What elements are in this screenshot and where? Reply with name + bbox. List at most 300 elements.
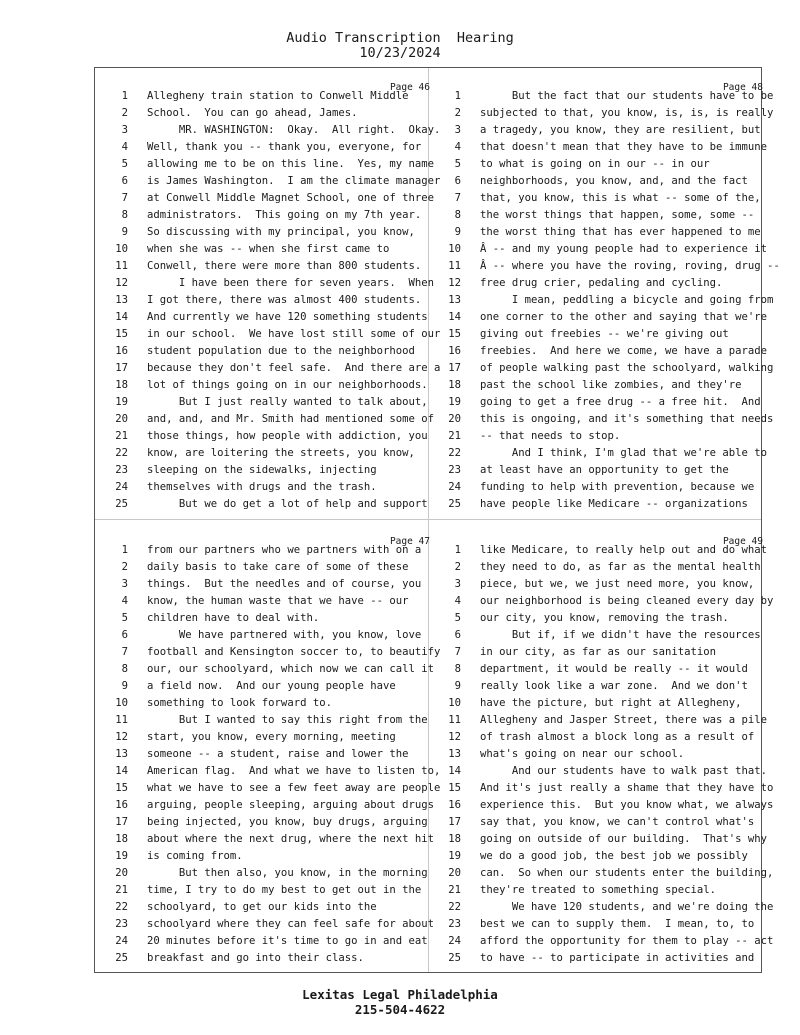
line-number: 1 <box>121 544 128 556</box>
transcript-line <box>443 241 773 258</box>
line-number: 10 <box>448 697 461 709</box>
line-text: at least have an opportunity to get the <box>480 464 729 476</box>
line-text: We have 120 students, and we're doing the <box>480 901 774 913</box>
line-text: Â -- where you have the roving, roving, drug -- <box>480 260 780 272</box>
line-number: 15 <box>448 328 461 340</box>
transcript-line <box>443 207 773 224</box>
line-number: 1 <box>454 544 461 556</box>
line-number: 15 <box>115 328 128 340</box>
line-text: We have partnered with, you know, love <box>147 629 422 641</box>
transcript-line <box>443 309 773 326</box>
line-text: daily basis to take care of some of these <box>147 561 409 573</box>
transcript-line <box>443 746 773 763</box>
transcript-line <box>443 865 773 882</box>
line-number: 22 <box>448 447 461 459</box>
line-number: 22 <box>115 447 128 459</box>
transcript-line <box>110 831 440 848</box>
transcript-line <box>110 678 440 695</box>
line-number: 8 <box>121 209 128 221</box>
line-number: 21 <box>448 430 461 442</box>
line-text: and, and, and Mr. Smith had mentioned some of <box>147 413 435 425</box>
line-number: 21 <box>115 430 128 442</box>
transcript-line <box>110 729 440 746</box>
transcript-line <box>110 88 440 105</box>
line-text: really look like a war zone. And we don't <box>480 680 748 692</box>
transcript-line <box>110 593 440 610</box>
line-text: past the school like zombies, and they're <box>480 379 742 391</box>
line-number: 20 <box>115 413 128 425</box>
line-number: 13 <box>115 748 128 760</box>
line-text: experience this. But you know what, we always <box>480 799 774 811</box>
transcript-line <box>443 542 773 559</box>
transcript-line <box>110 814 440 831</box>
line-text: things. But the needles and of course, you <box>147 578 422 590</box>
line-text: student population due to the neighborhood <box>147 345 415 357</box>
line-text: But I wanted to say this right from the <box>147 714 428 726</box>
line-text: And it's just really a shame that they have to <box>480 782 774 794</box>
line-number: 20 <box>115 867 128 879</box>
line-number: 12 <box>115 731 128 743</box>
line-number: 11 <box>115 260 128 272</box>
line-number: 5 <box>454 612 461 624</box>
line-number: 9 <box>121 226 128 238</box>
transcript-line <box>443 712 773 729</box>
line-number: 3 <box>454 124 461 136</box>
footer-company: Lexitas Legal Philadelphia <box>302 987 498 1002</box>
line-text: they need to do, as far as the mental health <box>480 561 761 573</box>
transcript-line <box>443 343 773 360</box>
line-text: giving out freebies -- we're giving out <box>480 328 729 340</box>
line-number: 19 <box>448 396 461 408</box>
line-text: Allegheny train station to Conwell Middle <box>147 90 409 102</box>
transcript-line <box>443 190 773 207</box>
line-text: football and Kensington soccer to, to beautify <box>147 646 441 658</box>
transcript-line <box>110 797 440 814</box>
line-text: 20 minutes before it's time to go in and eat <box>147 935 428 947</box>
line-number: 3 <box>121 124 128 136</box>
line-number: 2 <box>121 561 128 573</box>
transcript-line <box>443 496 773 513</box>
line-text: in our school. We have lost still some of our <box>147 328 441 340</box>
line-number: 13 <box>448 294 461 306</box>
line-text: I mean, peddling a bicycle and going from <box>480 294 774 306</box>
line-text: schoolyard where they can feel safe for about <box>147 918 435 930</box>
line-text: to have -- to participate in activities and <box>480 952 755 964</box>
line-text: like Medicare, to really help out and do what <box>480 544 768 556</box>
transcript-line <box>443 780 773 797</box>
line-number: 21 <box>448 884 461 896</box>
line-number: 8 <box>454 663 461 675</box>
line-text: neighborhoods, you know, and, and the fact <box>480 175 748 187</box>
transcript-line <box>443 559 773 576</box>
transcript-line <box>443 644 773 661</box>
line-number: 25 <box>448 498 461 510</box>
line-number: 3 <box>121 578 128 590</box>
line-text: in our city, as far as our sanitation <box>480 646 716 658</box>
line-number: 16 <box>115 345 128 357</box>
line-text: free drug crier, pedaling and cycling. <box>480 277 723 289</box>
transcript-line <box>443 275 773 292</box>
line-text: what we have to see a few feet away are people <box>147 782 441 794</box>
line-number: 24 <box>448 481 461 493</box>
transcript-line <box>110 899 440 916</box>
line-number: 25 <box>115 952 128 964</box>
transcript-line <box>110 610 440 627</box>
line-text: a field now. And our young people have <box>147 680 396 692</box>
line-number: 14 <box>115 311 128 323</box>
transcript-line <box>110 309 440 326</box>
transcript-line <box>110 292 440 309</box>
transcript-line <box>110 190 440 207</box>
line-number: 23 <box>448 918 461 930</box>
transcript-line <box>110 445 440 462</box>
line-number: 6 <box>121 175 128 187</box>
line-text: School. You can go ahead, James. <box>147 107 358 119</box>
transcript-line <box>443 173 773 190</box>
line-number: 12 <box>448 731 461 743</box>
line-text: freebies. And here we come, we have a parade <box>480 345 768 357</box>
transcript-line <box>443 576 773 593</box>
line-text: of trash almost a block long as a result of <box>480 731 755 743</box>
transcript-line <box>110 576 440 593</box>
transcript-line <box>110 326 440 343</box>
transcript-line <box>110 496 440 513</box>
line-text: that, you know, this is what -- some of the, <box>480 192 761 204</box>
transcript-line <box>110 394 440 411</box>
line-number: 20 <box>448 867 461 879</box>
line-text: schoolyard, to get our kids into the <box>147 901 377 913</box>
line-number: 14 <box>448 765 461 777</box>
transcript-line <box>110 712 440 729</box>
line-text: at Conwell Middle Magnet School, one of three <box>147 192 435 204</box>
transcript-title: Audio Transcription Hearing <box>286 30 514 46</box>
line-text: But we do get a lot of help and support <box>147 498 428 510</box>
transcript-line <box>443 258 780 275</box>
line-text: someone -- a student, raise and lower the <box>147 748 409 760</box>
transcript-line <box>110 746 440 763</box>
line-text: our neighborhood is being cleaned every day by <box>480 595 774 607</box>
hearing-date: 10/23/2024 <box>359 45 441 61</box>
line-text: Conwell, there were more than 800 students. <box>147 260 422 272</box>
line-text: going to get a free drug -- a free hit. And <box>480 396 761 408</box>
line-text: breakfast and go into their class. <box>147 952 364 964</box>
line-text: But if, if we didn't have the resources <box>480 629 761 641</box>
line-text: Allegheny and Jasper Street, there was a pile <box>480 714 768 726</box>
line-number: 23 <box>115 918 128 930</box>
line-number: 14 <box>115 765 128 777</box>
transcript-line <box>443 763 773 780</box>
line-text: lot of things going on in our neighborhoods. <box>147 379 428 391</box>
transcript-line <box>443 899 773 916</box>
transcript-line <box>110 258 440 275</box>
line-text: Well, thank you -- thank you, everyone, for <box>147 141 422 153</box>
transcript-line <box>443 122 773 139</box>
line-number: 6 <box>454 175 461 187</box>
line-number: 15 <box>448 782 461 794</box>
line-text: I got there, there was almost 400 students. <box>147 294 422 306</box>
transcript-line <box>443 411 773 428</box>
transcript-line <box>443 326 773 343</box>
line-text: say that, you know, we can't control what's <box>480 816 755 828</box>
line-number: 5 <box>121 612 128 624</box>
line-text: that doesn't mean that they have to be immune <box>480 141 768 153</box>
line-text: of people walking past the schoolyard, walking <box>480 362 774 374</box>
transcript-line <box>110 360 440 377</box>
line-text: American flag. And what we have to listen to, <box>147 765 441 777</box>
transcript-line <box>443 950 773 967</box>
line-number: 12 <box>115 277 128 289</box>
transcript-line <box>110 661 440 678</box>
line-text: I have been there for seven years. When <box>147 277 435 289</box>
line-text: they're treated to something special. <box>480 884 716 896</box>
line-number: 18 <box>448 833 461 845</box>
transcript-line <box>443 814 773 831</box>
transcript-line <box>110 428 440 445</box>
line-text: department, it would be really -- it would <box>480 663 748 675</box>
line-number: 17 <box>448 816 461 828</box>
line-text: So discussing with my principal, you know, <box>147 226 415 238</box>
line-number: 2 <box>454 107 461 119</box>
line-text: Â -- and my young people had to experience it <box>480 243 768 255</box>
line-text: And I think, I'm glad that we're able to <box>480 447 768 459</box>
page-number-label: Page 48 <box>722 82 763 93</box>
line-number: 7 <box>454 192 461 204</box>
line-text: funding to help with prevention, because we <box>480 481 755 493</box>
transcript-line <box>110 559 440 576</box>
line-text: But the fact that our students have to be <box>480 90 774 102</box>
line-number: 8 <box>454 209 461 221</box>
line-text: subjected to that, you know, is, is, is really <box>480 107 774 119</box>
line-text: can. So when our students enter the building, <box>480 867 774 879</box>
page-number-label: Page 46 <box>389 82 430 93</box>
transcript-line <box>110 763 440 780</box>
transcript-line <box>443 678 773 695</box>
line-number: 10 <box>115 243 128 255</box>
line-text: when she was -- when she first came to <box>147 243 390 255</box>
transcript-line <box>443 882 773 899</box>
line-text: those things, how people with addiction, you <box>147 430 428 442</box>
line-number: 3 <box>454 578 461 590</box>
line-text: the worst things that happen, some, some -- <box>480 209 755 221</box>
transcript-line <box>110 916 440 933</box>
transcript-line <box>110 224 440 241</box>
transcript-line <box>443 394 773 411</box>
line-text: children have to deal with. <box>147 612 320 624</box>
transcript-line <box>110 865 440 882</box>
transcript-line <box>443 695 773 712</box>
line-number: 23 <box>448 464 461 476</box>
line-text: a tragedy, you know, they are resilient, but <box>480 124 761 136</box>
line-number: 17 <box>448 362 461 374</box>
line-number: 16 <box>448 799 461 811</box>
line-number: 17 <box>115 362 128 374</box>
line-text: And our students have to walk past that. <box>480 765 768 777</box>
line-text: is coming from. <box>147 850 243 862</box>
horizontal-divider <box>95 519 761 520</box>
line-number: 2 <box>454 561 461 573</box>
line-text: -- that needs to stop. <box>480 430 621 442</box>
line-text: is James Washington. I am the climate manager <box>147 175 441 187</box>
line-text: about where the next drug, where the next hit <box>147 833 435 845</box>
line-number: 6 <box>454 629 461 641</box>
transcript-line <box>110 156 440 173</box>
line-number: 23 <box>115 464 128 476</box>
line-number: 4 <box>121 141 128 153</box>
line-text: time, I try to do my best to get out in the <box>147 884 422 896</box>
line-number: 1 <box>454 90 461 102</box>
line-number: 6 <box>121 629 128 641</box>
line-text: sleeping on the sidewalks, injecting <box>147 464 377 476</box>
transcript-line <box>110 462 440 479</box>
line-text: start, you know, every morning, meeting <box>147 731 396 743</box>
line-number: 7 <box>121 646 128 658</box>
transcript-line <box>110 780 440 797</box>
transcript-line <box>443 428 773 445</box>
transcript-line <box>443 377 773 394</box>
line-number: 9 <box>121 680 128 692</box>
transcript-line <box>443 593 773 610</box>
line-number: 17 <box>115 816 128 828</box>
page-number-label: Page 49 <box>722 536 763 547</box>
line-number: 2 <box>121 107 128 119</box>
line-number: 16 <box>448 345 461 357</box>
line-number: 7 <box>121 192 128 204</box>
transcript-line <box>443 661 773 678</box>
transcript-line <box>110 882 440 899</box>
line-text: something to look forward to. <box>147 697 332 709</box>
line-number: 4 <box>454 141 461 153</box>
line-number: 7 <box>454 646 461 658</box>
transcript-line <box>110 627 440 644</box>
line-number: 11 <box>448 260 461 272</box>
line-number: 12 <box>448 277 461 289</box>
line-text: have the picture, but right at Allegheny, <box>480 697 742 709</box>
line-number: 15 <box>115 782 128 794</box>
transcript-line <box>443 627 773 644</box>
transcript-line <box>110 848 440 865</box>
line-text: this is ongoing, and it's something that needs <box>480 413 774 425</box>
transcript-line <box>443 88 773 105</box>
line-number: 22 <box>448 901 461 913</box>
line-text: have people like Medicare -- organizations <box>480 498 748 510</box>
line-number: 1 <box>121 90 128 102</box>
line-text: know, the human waste that we have -- our <box>147 595 409 607</box>
transcript-line <box>110 343 440 360</box>
line-text: our city, you know, removing the trash. <box>480 612 729 624</box>
line-number: 18 <box>448 379 461 391</box>
line-text: afford the opportunity for them to play -- act <box>480 935 774 947</box>
line-number: 9 <box>454 226 461 238</box>
line-text: what's going on near our school. <box>480 748 685 760</box>
footer-phone: 215-504-4622 <box>354 1002 446 1017</box>
transcript-line <box>110 139 440 156</box>
line-number: 20 <box>448 413 461 425</box>
transcript-line <box>443 479 773 496</box>
line-number: 11 <box>115 714 128 726</box>
transcript-line <box>110 644 440 661</box>
transcript-line <box>443 105 773 122</box>
line-text: being injected, you know, buy drugs, arguing <box>147 816 428 828</box>
line-number: 25 <box>448 952 461 964</box>
line-number: 24 <box>448 935 461 947</box>
transcript-line <box>110 695 440 712</box>
line-number: 24 <box>115 481 128 493</box>
transcript-line <box>443 933 773 950</box>
line-text: But I just really wanted to talk about, <box>147 396 428 408</box>
line-text: administrators. This going on my 7th year. <box>147 209 422 221</box>
line-number: 19 <box>115 850 128 862</box>
line-text: from our partners who we partners with on a <box>147 544 422 556</box>
line-number: 5 <box>121 158 128 170</box>
line-text: MR. WASHINGTON: Okay. All right. Okay. <box>147 124 441 136</box>
transcript-line <box>443 360 773 377</box>
line-number: 14 <box>448 311 461 323</box>
transcript-line <box>443 610 773 627</box>
line-number: 19 <box>448 850 461 862</box>
transcript-line <box>443 797 773 814</box>
transcript-line <box>110 173 440 190</box>
line-text: allowing me to be on this line. Yes, my name <box>147 158 435 170</box>
line-number: 25 <box>115 498 128 510</box>
line-text: we do a good job, the best job we possibly <box>480 850 748 862</box>
line-text: And currently we have 120 something students <box>147 311 428 323</box>
line-text: to what is going on in our -- in our <box>480 158 710 170</box>
transcript-line <box>443 729 773 746</box>
line-number: 13 <box>448 748 461 760</box>
transcript-line <box>110 933 440 950</box>
transcript-line <box>110 411 440 428</box>
transcript-line <box>443 292 773 309</box>
line-text: know, are loitering the streets, you know, <box>147 447 415 459</box>
transcript-line <box>443 831 773 848</box>
line-number: 11 <box>448 714 461 726</box>
transcript-line <box>443 848 773 865</box>
line-number: 10 <box>115 697 128 709</box>
line-number: 5 <box>454 158 461 170</box>
transcript-line <box>443 224 773 241</box>
transcript-line <box>110 950 440 967</box>
page-number-label: Page 47 <box>389 536 430 547</box>
line-text: our, our schoolyard, which now we can call it <box>147 663 435 675</box>
transcript-line <box>110 122 440 139</box>
line-number: 4 <box>454 595 461 607</box>
transcript-line <box>110 275 440 292</box>
transcript-line <box>110 105 440 122</box>
line-number: 9 <box>454 680 461 692</box>
transcript-line <box>110 207 440 224</box>
line-number: 21 <box>115 884 128 896</box>
line-text: piece, but we, we just need more, you know, <box>480 578 755 590</box>
line-number: 19 <box>115 396 128 408</box>
transcript-line <box>443 139 773 156</box>
transcript-line <box>443 156 773 173</box>
line-text: arguing, people sleeping, arguing about drugs <box>147 799 435 811</box>
line-number: 8 <box>121 663 128 675</box>
transcript-line <box>110 377 440 394</box>
line-number: 13 <box>115 294 128 306</box>
line-text: because they don't feel safe. And there are a <box>147 362 441 374</box>
transcript-line <box>110 542 440 559</box>
transcript-line <box>443 462 773 479</box>
line-text: best we can to supply them. I mean, to, to <box>480 918 755 930</box>
line-number: 18 <box>115 379 128 391</box>
transcript-line <box>110 479 440 496</box>
line-number: 22 <box>115 901 128 913</box>
line-text: going on outside of our building. That's why <box>480 833 768 845</box>
line-number: 24 <box>115 935 128 947</box>
transcript-line <box>443 445 773 462</box>
line-number: 16 <box>115 799 128 811</box>
